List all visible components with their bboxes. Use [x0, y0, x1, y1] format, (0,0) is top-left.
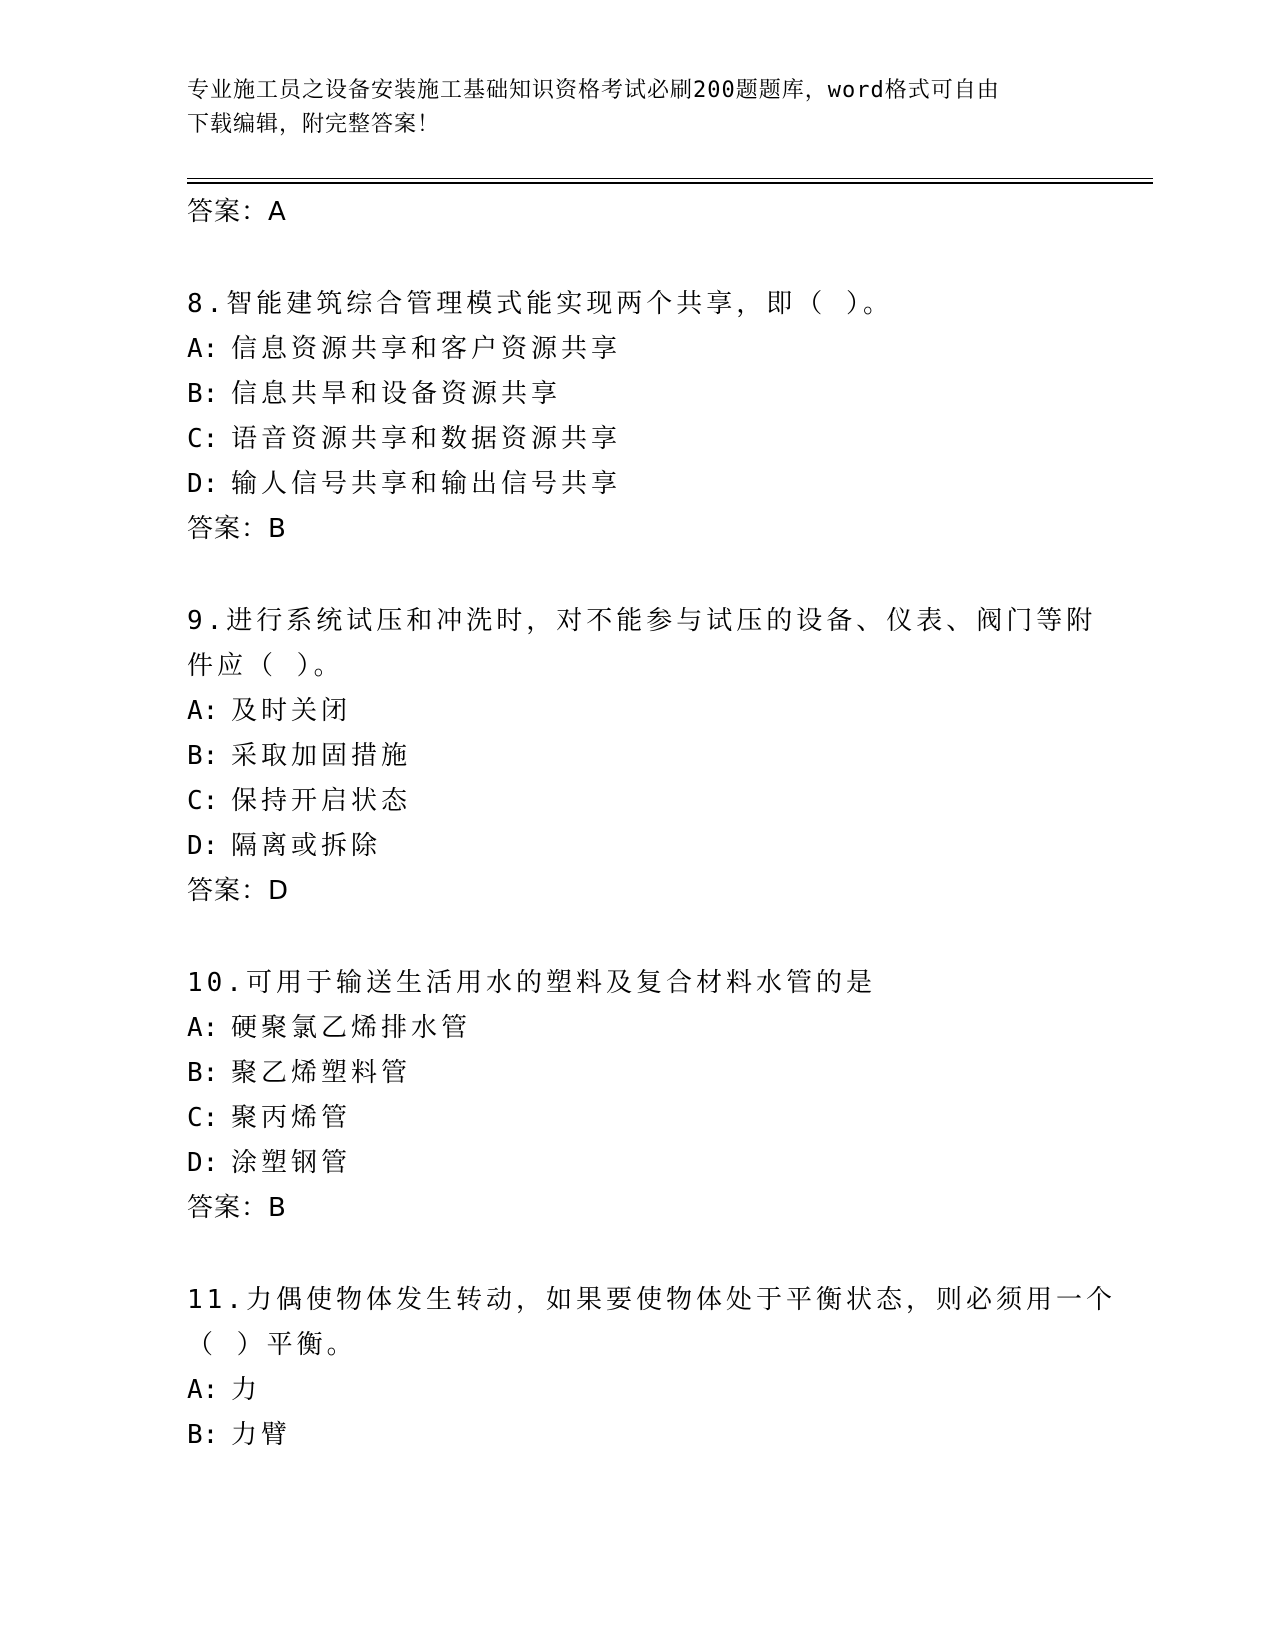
option-c — [187, 417, 1087, 462]
option-text: 聚丙烯管 — [231, 1103, 352, 1133]
option-a — [187, 1368, 1087, 1413]
option-letter: A: — [187, 1375, 219, 1405]
answer-line: 答案：D — [187, 876, 290, 906]
option-b — [187, 734, 1087, 779]
document-header — [187, 74, 1087, 142]
header-rule-thin — [187, 178, 1153, 179]
option-c — [187, 779, 1087, 824]
question-list — [187, 190, 1116, 1458]
option-letter: A: — [187, 1013, 219, 1043]
question-block — [187, 961, 1087, 1231]
question-block — [187, 282, 1087, 552]
question-stem: 9.进行系统试压和冲洗时，对不能参与试压的设备、仪表、阀门等附 — [187, 606, 1097, 636]
answer-line: 答案：A — [187, 197, 287, 227]
option-a — [187, 689, 1087, 734]
option-text: 及时关闭 — [231, 696, 352, 726]
option-b — [187, 1051, 1087, 1096]
option-a — [187, 1006, 1087, 1051]
question-stem: 11.力偶使物体发生转动，如果要使物体处于平衡状态，则必须用一个 — [187, 1285, 1116, 1315]
option-letter: C: — [187, 424, 219, 454]
answer-line: 答案：B — [187, 1193, 287, 1223]
question-block — [187, 599, 1097, 914]
option-text: 聚乙烯塑料管 — [231, 1058, 412, 1088]
option-d — [187, 1141, 1087, 1186]
option-letter: A: — [187, 334, 219, 364]
option-text: 涂塑钢管 — [231, 1148, 352, 1178]
option-text: 力 — [231, 1375, 262, 1405]
question-block — [187, 1278, 1116, 1458]
header-line-1: 专业施工员之设备安装施工基础知识资格考试必刷200题题库，word格式可自由 — [187, 78, 1000, 103]
option-letter: A: — [187, 696, 219, 726]
option-text: 信息资源共享和客户资源共享 — [231, 334, 622, 364]
option-b — [187, 372, 1087, 417]
question-stem-continued: （ ）平衡。 — [187, 1330, 357, 1360]
option-d — [187, 824, 1087, 869]
option-letter: B: — [187, 1058, 219, 1088]
option-text: 保持开启状态 — [231, 786, 412, 816]
option-text: 隔离或拆除 — [231, 831, 382, 861]
option-text: 硬聚氯乙烯排水管 — [231, 1013, 472, 1043]
option-text: 力臂 — [231, 1420, 292, 1450]
option-a — [187, 327, 1087, 372]
spacer — [187, 914, 1087, 961]
option-text: 信息共旱和设备资源共享 — [231, 379, 562, 409]
option-letter: B: — [187, 379, 219, 409]
option-text: 语音资源共享和数据资源共享 — [231, 424, 622, 454]
option-letter: B: — [187, 1420, 219, 1450]
question-stem-continued: 件应（ ）。 — [187, 651, 344, 681]
question-stem: 8.智能建筑综合管理模式能实现两个共享，即（ ）。 — [187, 289, 893, 319]
option-b — [187, 1413, 1087, 1458]
option-text: 输人信号共享和输出信号共享 — [231, 469, 622, 499]
option-letter: C: — [187, 1103, 219, 1133]
option-d — [187, 462, 1087, 507]
spacer — [187, 1231, 1087, 1278]
answer-line: 答案：B — [187, 514, 287, 544]
option-text: 采取加固措施 — [231, 741, 412, 771]
spacer — [187, 552, 1087, 599]
option-letter: D: — [187, 469, 219, 499]
option-letter: B: — [187, 741, 219, 771]
option-c — [187, 1096, 1087, 1141]
header-rule-thick — [187, 182, 1153, 184]
option-letter: D: — [187, 831, 219, 861]
option-letter: C: — [187, 786, 219, 816]
option-letter: D: — [187, 1148, 219, 1178]
header-line-2: 下载编辑，附完整答案！ — [187, 112, 441, 137]
question-stem: 10.可用于输送生活用水的塑料及复合材料水管的是 — [187, 968, 876, 998]
